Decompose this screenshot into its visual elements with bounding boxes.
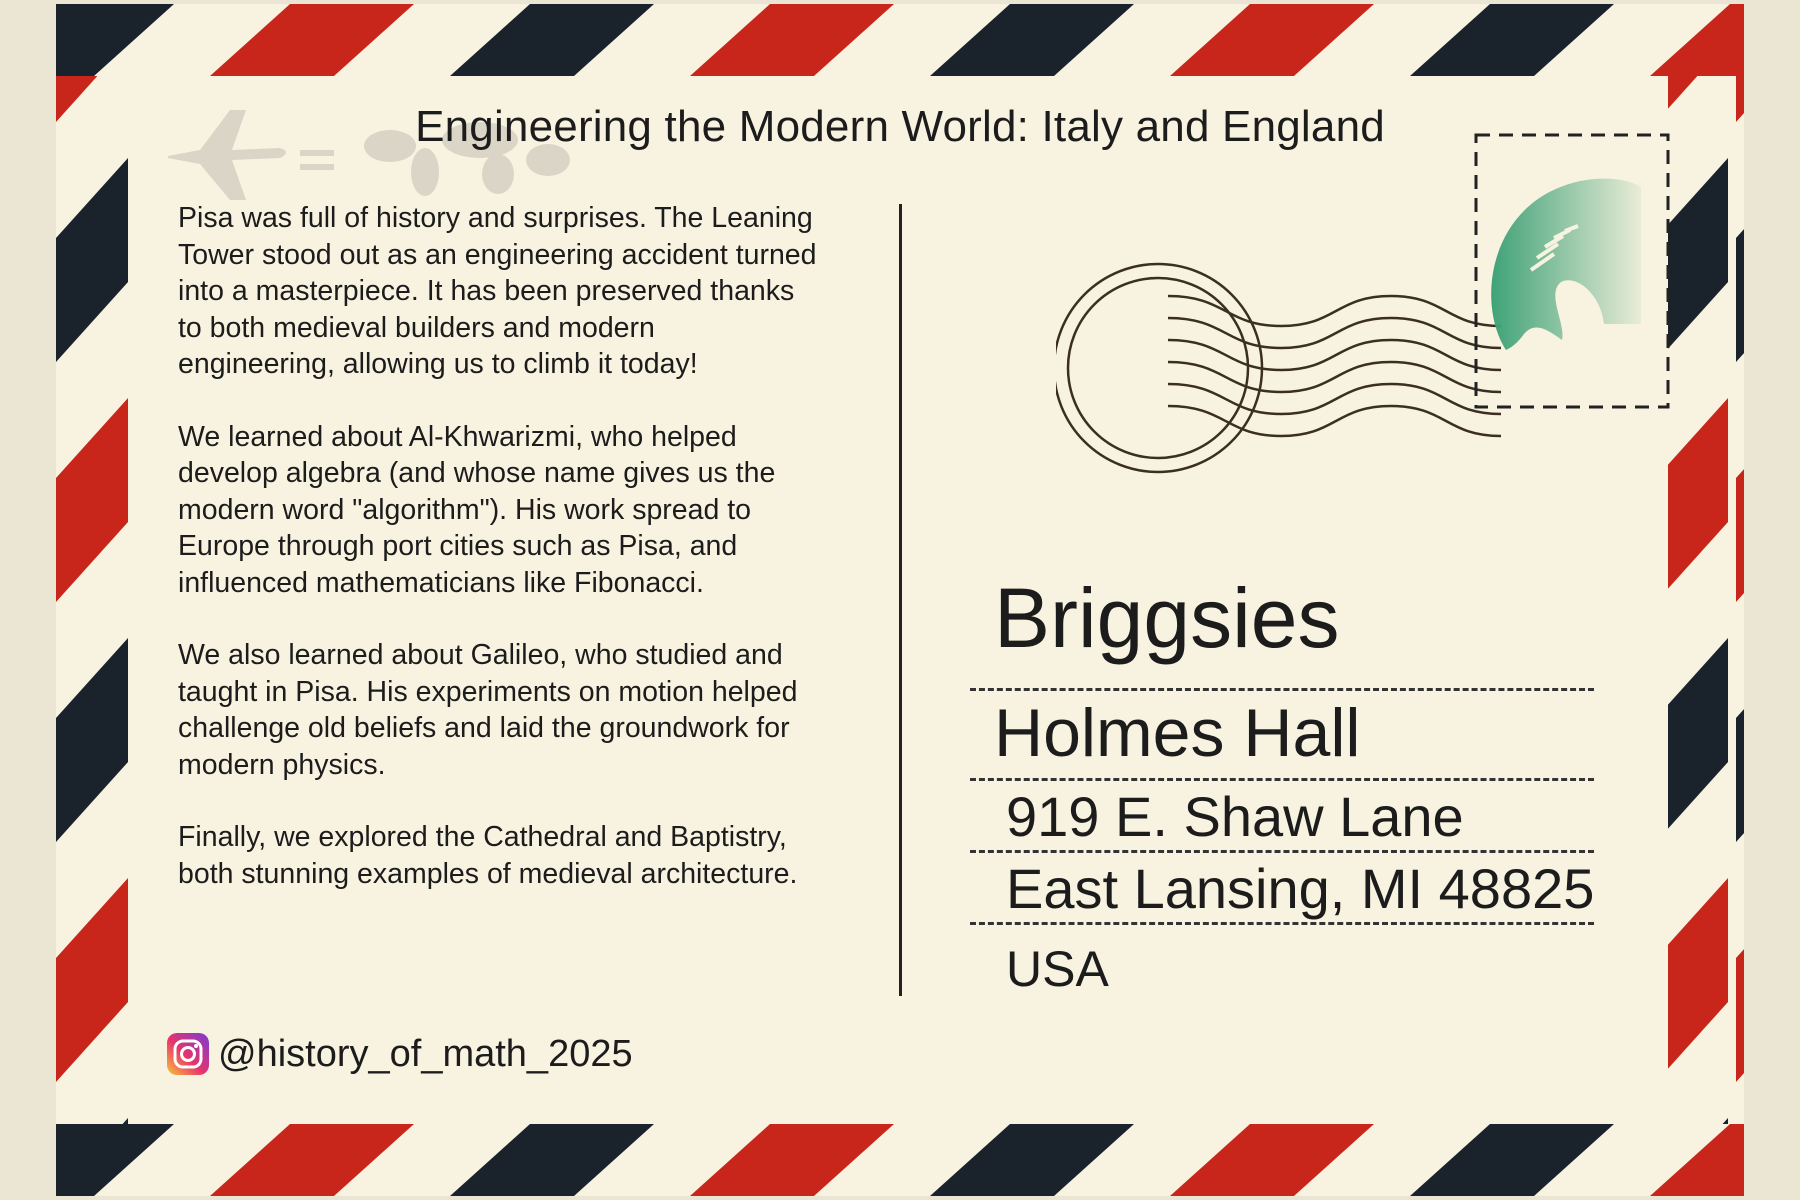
address-rule xyxy=(970,922,1594,925)
address-line-2: 919 E. Shaw Lane xyxy=(1006,785,1464,848)
postmark-and-stamp xyxy=(1056,114,1676,494)
message-body xyxy=(178,200,818,928)
postmark-icon xyxy=(1056,264,1501,472)
address-line-3: East Lansing, MI 48825 xyxy=(1006,857,1595,920)
address-line-4: USA xyxy=(1006,941,1109,997)
spartan-helmet-icon xyxy=(1491,179,1641,350)
social-handle: @history_of_math_2025 xyxy=(218,1032,633,1075)
address-rule xyxy=(970,850,1594,853)
message-paragraph: We also learned about Galileo, who studied and taught in Pisa. His experiments on motion helped challenge old beliefs and laid the groundwork for modern physics. xyxy=(178,639,798,781)
center-divider xyxy=(899,204,902,996)
social-tag xyxy=(166,1032,633,1076)
message-paragraph: Finally, we explored the Cathedral and Baptistry, both stunning examples of medieval architecture. xyxy=(178,821,798,890)
instagram-icon xyxy=(166,1032,210,1076)
postcard xyxy=(56,4,1744,1196)
postcard-title: Engineering the Modern World: Italy and England xyxy=(415,102,1385,151)
address-line-1: Holmes Hall xyxy=(994,695,1361,771)
address-rule xyxy=(970,778,1594,781)
message-paragraph: Pisa was full of history and surprises. The Leaning Tower stood out as an engineering accident turned into a masterpiece. It has been preserved thanks to both medieval builders and modern engineering, allowing us to climb it today! xyxy=(178,202,817,380)
address-rule xyxy=(970,688,1594,691)
message-paragraph: We learned about Al-Khwarizmi, who helped develop algebra (and whose name gives us the modern word "algorithm"). His work spread to Europe through port cities such as Pisa, and influenced mathematicians like Fibonacci. xyxy=(178,420,776,599)
recipient-name: Briggsies xyxy=(994,571,1340,665)
